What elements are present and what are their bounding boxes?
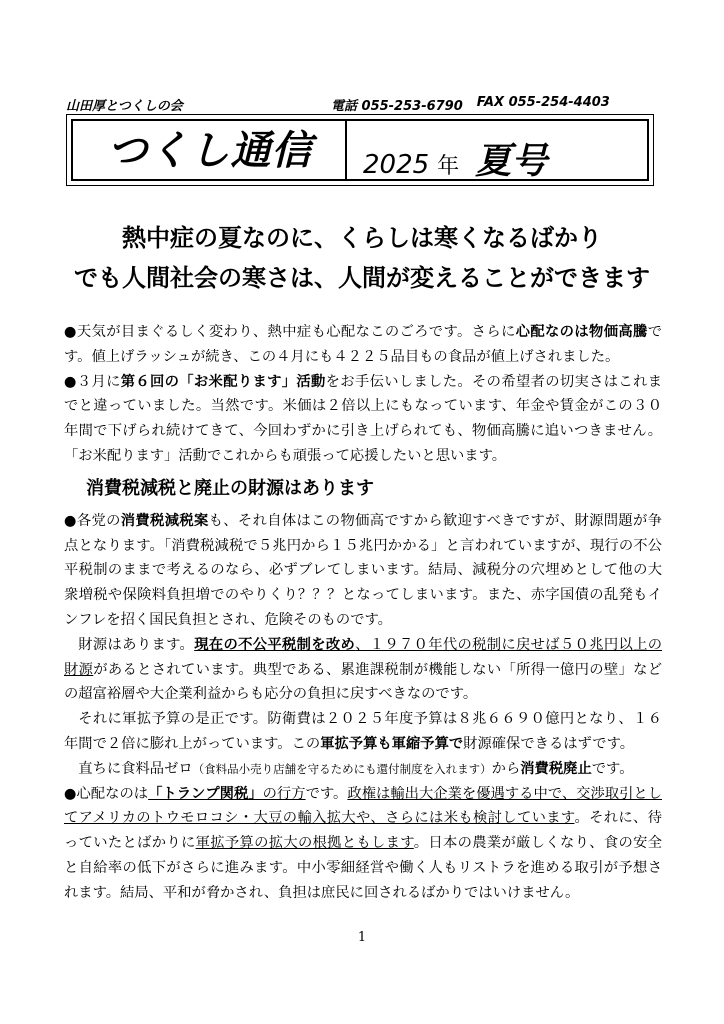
text-run: も、それ自体はこの物価高ですから歓迎すべきですが、財源問題が争点となります。「消費税減税で５兆円から１５兆円かかる」と言われていますが、現行の不公平税制のままで考えるのなら、必ずブレてしまいます。結局、減税分の穴埋めとして他の大衆増税や保険料負担増でのやりくり？？？となってしまいます。また、赤字国債の乱発もインフレを招く国民負担とされ、危険そのものです。	[64, 512, 662, 628]
text-run: 。日本の農業が厳しくなり、食の安全と自給率の低下がさらに進みます。中小零細経営や働く人もリストラを進める取引が予想されます。結局、平和が脅かされ、負担は庶民に回されるばかりではいけません。	[64, 835, 662, 901]
masthead-divider	[345, 121, 347, 179]
underlined-text: 軍拡予算の拡大の根拠ともします	[195, 835, 414, 852]
underlined-text: の行方	[262, 785, 306, 802]
bold-text: 軍拡予算も軍縮予算で	[320, 735, 464, 752]
paragraph-tax-cut	[64, 509, 662, 633]
masthead-frame	[71, 119, 649, 181]
fax-number: FAX 055-254-4403	[476, 95, 610, 110]
text-run: です。	[591, 760, 634, 777]
issue-season: 夏号	[475, 141, 548, 182]
paragraph-revenue	[64, 633, 662, 707]
header-line	[66, 95, 656, 114]
bold-underlined-text: 「トランプ関税」	[148, 785, 263, 802]
underlined-text: 政権は輸出大企業を優遇する中で、交渉取引としてアメリカのトウモロコシ・大豆の輸入拡大や、さらには米も検討しています	[64, 785, 663, 827]
organization-name: 山田厚とつくしの会	[66, 99, 183, 114]
bold-text: 消費税減税案	[120, 512, 209, 529]
underlined-text: 、１９７０年代の税制に戻せば５０兆円以上の財源	[64, 636, 663, 678]
bold-underlined-text: 現在の不公平税制を改め	[194, 636, 356, 653]
text-run: ●心配なのは	[64, 785, 149, 802]
text-run: 。それに、待っていたとばかりに	[64, 810, 662, 852]
text-run: から	[491, 760, 521, 777]
paragraph-tariff	[64, 782, 662, 906]
paragraph-rice	[64, 370, 662, 469]
text-run: です。値上げラッシュが続き、この４月にも４２２５品目もの食品が値上げされました。	[64, 324, 663, 365]
paragraph-defense	[64, 707, 662, 757]
newsletter-title: つくし通信	[107, 128, 313, 174]
text-run: 直ちに食料品ゼロ	[78, 760, 193, 777]
text-run: 財源確保できるはずです。	[463, 735, 635, 752]
text-run: をお手伝いしました。その希望者の切実さはこれまでと違っていました。当然です。米価は２倍以上にもなっています、年金や賃金がこの３０年間で下げられ続けてきて、今回わずかに引き上げられても、物価高騰に追いつきません。「お米配ります」活動でこれからも頑張って応援したいと思います。	[64, 373, 663, 464]
issue-year: 2025	[363, 150, 430, 180]
text-run: ●各党の	[64, 512, 121, 529]
text-run: ●天気が目まぐるしく変わり、熱中症も心配なこのごろです。さらに	[64, 324, 516, 340]
article-body	[64, 320, 662, 906]
headline-line-2: でも人間社会の寒さは、人間が変えることができます	[74, 263, 650, 292]
issue-label	[363, 133, 548, 182]
text-run: ●３月に	[64, 373, 121, 390]
section-heading: 消費税減税と廃止の財源はあります	[86, 477, 374, 499]
paragraph-abolition	[64, 757, 662, 782]
bold-text: 第６回の「お米配ります」活動	[120, 373, 326, 390]
phone-number: 電話 055-253-6790	[331, 99, 463, 114]
text-run: それに軍拡予算の是正です。防衛費は２０２５年度予算は８兆６６９０億円となり、１６年間で２倍に膨れ上がっています。この	[64, 711, 662, 752]
bold-text: 心配なのは物価高騰	[515, 324, 648, 340]
issue-year-suffix: 年	[437, 154, 460, 179]
masthead	[66, 114, 654, 186]
contact-info	[331, 95, 610, 114]
paragraph-prices	[64, 320, 662, 370]
text-run: 財源はあります。	[78, 636, 195, 653]
text-run: です。	[305, 785, 348, 802]
small-note: （食料品小売り店舗を守るためにも還付制度を入れます）	[192, 761, 492, 776]
page-number: 1	[357, 930, 367, 945]
bold-text: 消費税廃止	[520, 760, 592, 777]
text-run: があるとされています。典型である、累進課税制が機能しない「所得一億円の壁」などの超富裕層や大企業利益からも応分の負担に戻すべきなのです。	[64, 661, 663, 703]
headline-line-1: 熱中症の夏なのに、くらしは寒くなるばかり	[122, 223, 602, 252]
